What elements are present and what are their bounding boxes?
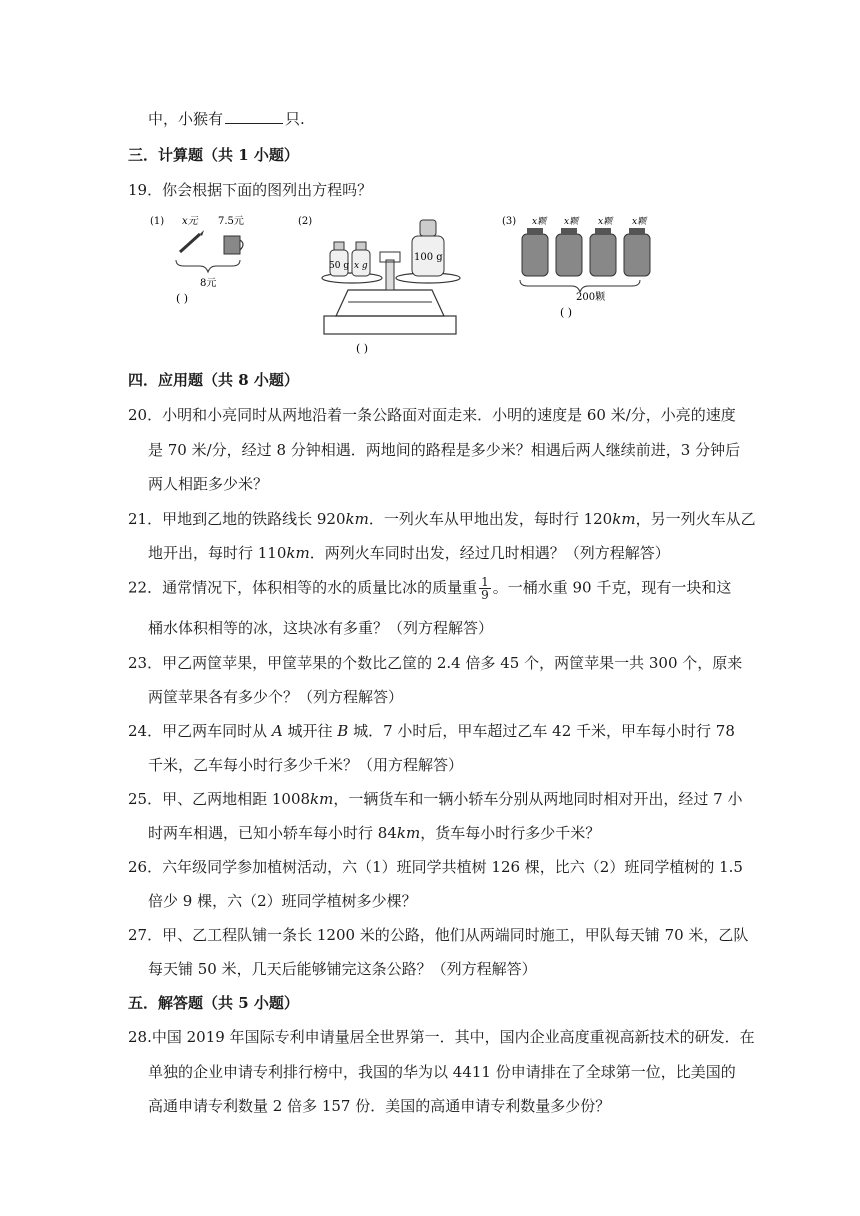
question-19 bbox=[128, 180, 372, 200]
question-28: 28.中国 2019 年国际专利申请量居全世界第一．其中，国内企业高度重视高新技术的研发．在 bbox=[128, 1028, 755, 1046]
total-label: 8元 bbox=[200, 278, 217, 289]
figure-1-label: (1) bbox=[150, 216, 165, 227]
figure-3-candy-jars bbox=[500, 212, 666, 322]
question-26-line-2: 倍少 9 棵，六（2）班同学植树多少棵？ bbox=[148, 892, 417, 910]
answer-paren: ( ) bbox=[356, 342, 369, 355]
svg-text:x颗: x颗 bbox=[564, 217, 579, 227]
figure-2-label: (2) bbox=[298, 216, 313, 227]
question-28-line-3: 高通申请专利数量 2 倍多 157 份．美国的高通申请专利数量多少份？ bbox=[148, 1097, 611, 1115]
cup-icon bbox=[224, 236, 243, 254]
weight-50-label: 50 g bbox=[329, 261, 350, 271]
answer-blank[interactable] bbox=[225, 109, 283, 124]
question-23-line-2: 两筐苹果各有多少个？（列方程解答） bbox=[148, 688, 404, 706]
price-x-label: x元 bbox=[182, 216, 198, 227]
question-25-line-2: 时两车相遇，已知小轿车每小时行 84km，货车每小时行多少千米？ bbox=[148, 824, 601, 842]
top-line-prefix: 中，小猴有 bbox=[148, 110, 224, 128]
pencil-icon bbox=[180, 230, 204, 252]
jar-labels bbox=[532, 216, 648, 227]
question-24-line-2: 千米，乙车每小时行多少千米？（用方程解答） bbox=[148, 756, 464, 774]
question-25: 25．甲、乙两地相距 1008km，一辆货车和一辆小轿车分别从两地同时相对开出，经过 7 小 bbox=[128, 790, 743, 808]
jar-icons bbox=[522, 228, 650, 276]
question-27: 27．甲、乙工程队铺一条长 1200 米的公路，他们从两端同时施工，甲队每天铺 70 米，乙队 bbox=[128, 926, 749, 944]
section-3-heading: 三．计算题（共 1 小题） bbox=[128, 146, 299, 164]
svg-text:x颗: x颗 bbox=[632, 217, 647, 227]
top-line bbox=[148, 109, 305, 129]
question-text: 你会根据下面的图列出方程吗？ bbox=[162, 181, 373, 199]
question-24: 24．甲乙两车同时从 A 城开往 B 城．7 小时后，甲车超过乙车 42 千米，甲车每小时行 78 bbox=[128, 722, 735, 740]
fraction-one-ninth: $\frac{1}{9}$ bbox=[481, 575, 489, 602]
question-23: 23．甲乙两筐苹果，甲筐苹果的个数比乙筐的 2.4 倍多 45 个，两筐苹果一共 300 个，原来 bbox=[128, 654, 743, 672]
question-28-line-2: 单独的企业申请专利排行榜中，我国的华为以 4411 份申请排在了全球第一位，比美国的 bbox=[148, 1063, 736, 1081]
question-21-line-2: 地开出，每时行 110km．两列火车同时出发，经过几时相遇？（列方程解答） bbox=[148, 544, 670, 562]
answer-paren: ( ) bbox=[560, 306, 573, 319]
svg-text:x颗: x颗 bbox=[532, 217, 547, 227]
figure-1-pencil-cup bbox=[148, 212, 268, 308]
answer-paren: ( ) bbox=[176, 292, 189, 305]
question-22: 22．通常情况下，体积相等的水的质量比冰的质量重 $\frac{1}{9}$ 。一桶水重 90 千克，现有一块和这 bbox=[128, 575, 732, 602]
figure-2-balance-scale bbox=[296, 212, 476, 358]
question-20-line-2: 是 70 米/分，经过 8 分钟相遇．两地间的路程是多少米？相遇后两人继续前进，3 分钟后 bbox=[148, 441, 741, 459]
question-number: 19． bbox=[128, 181, 163, 199]
section-4-heading: 四．应用题（共 8 小题） bbox=[128, 371, 299, 389]
question-22-line-2: 桶水体积相等的冰，这块冰有多重？（列方程解答） bbox=[148, 619, 494, 637]
total-label: 200颗 bbox=[576, 292, 606, 303]
question-21: 21．甲地到乙地的铁路线长 920km．一列火车从甲地出发，每时行 120km，另一列火车从乙 bbox=[128, 510, 756, 528]
brace-icon bbox=[176, 260, 240, 272]
top-line-suffix: 只. bbox=[285, 110, 305, 128]
question-20-line-3: 两人相距多少米？ bbox=[148, 475, 269, 493]
price-b-label: 7.5元 bbox=[218, 216, 244, 227]
svg-text:x颗: x颗 bbox=[598, 217, 613, 227]
weight-x-label: x g bbox=[354, 261, 368, 271]
question-20: 20．小明和小亮同时从两地沿着一条公路面对面走来．小明的速度是 60 米/分，小亮的速度 bbox=[128, 406, 736, 424]
question-27-line-2: 每天铺 50 米，几天后能够铺完这条公路？（列方程解答） bbox=[148, 960, 537, 978]
brace-icon bbox=[520, 280, 640, 292]
figure-3-label: (3) bbox=[502, 216, 517, 227]
section-5-heading: 五．解答题（共 5 小题） bbox=[128, 994, 299, 1012]
balance-scale-icon bbox=[322, 220, 460, 334]
weight-100-label: 100 g bbox=[414, 252, 443, 263]
question-26: 26．六年级同学参加植树活动，六（1）班同学共植树 126 棵，比六（2）班同学植树的 1.5 bbox=[128, 858, 743, 876]
